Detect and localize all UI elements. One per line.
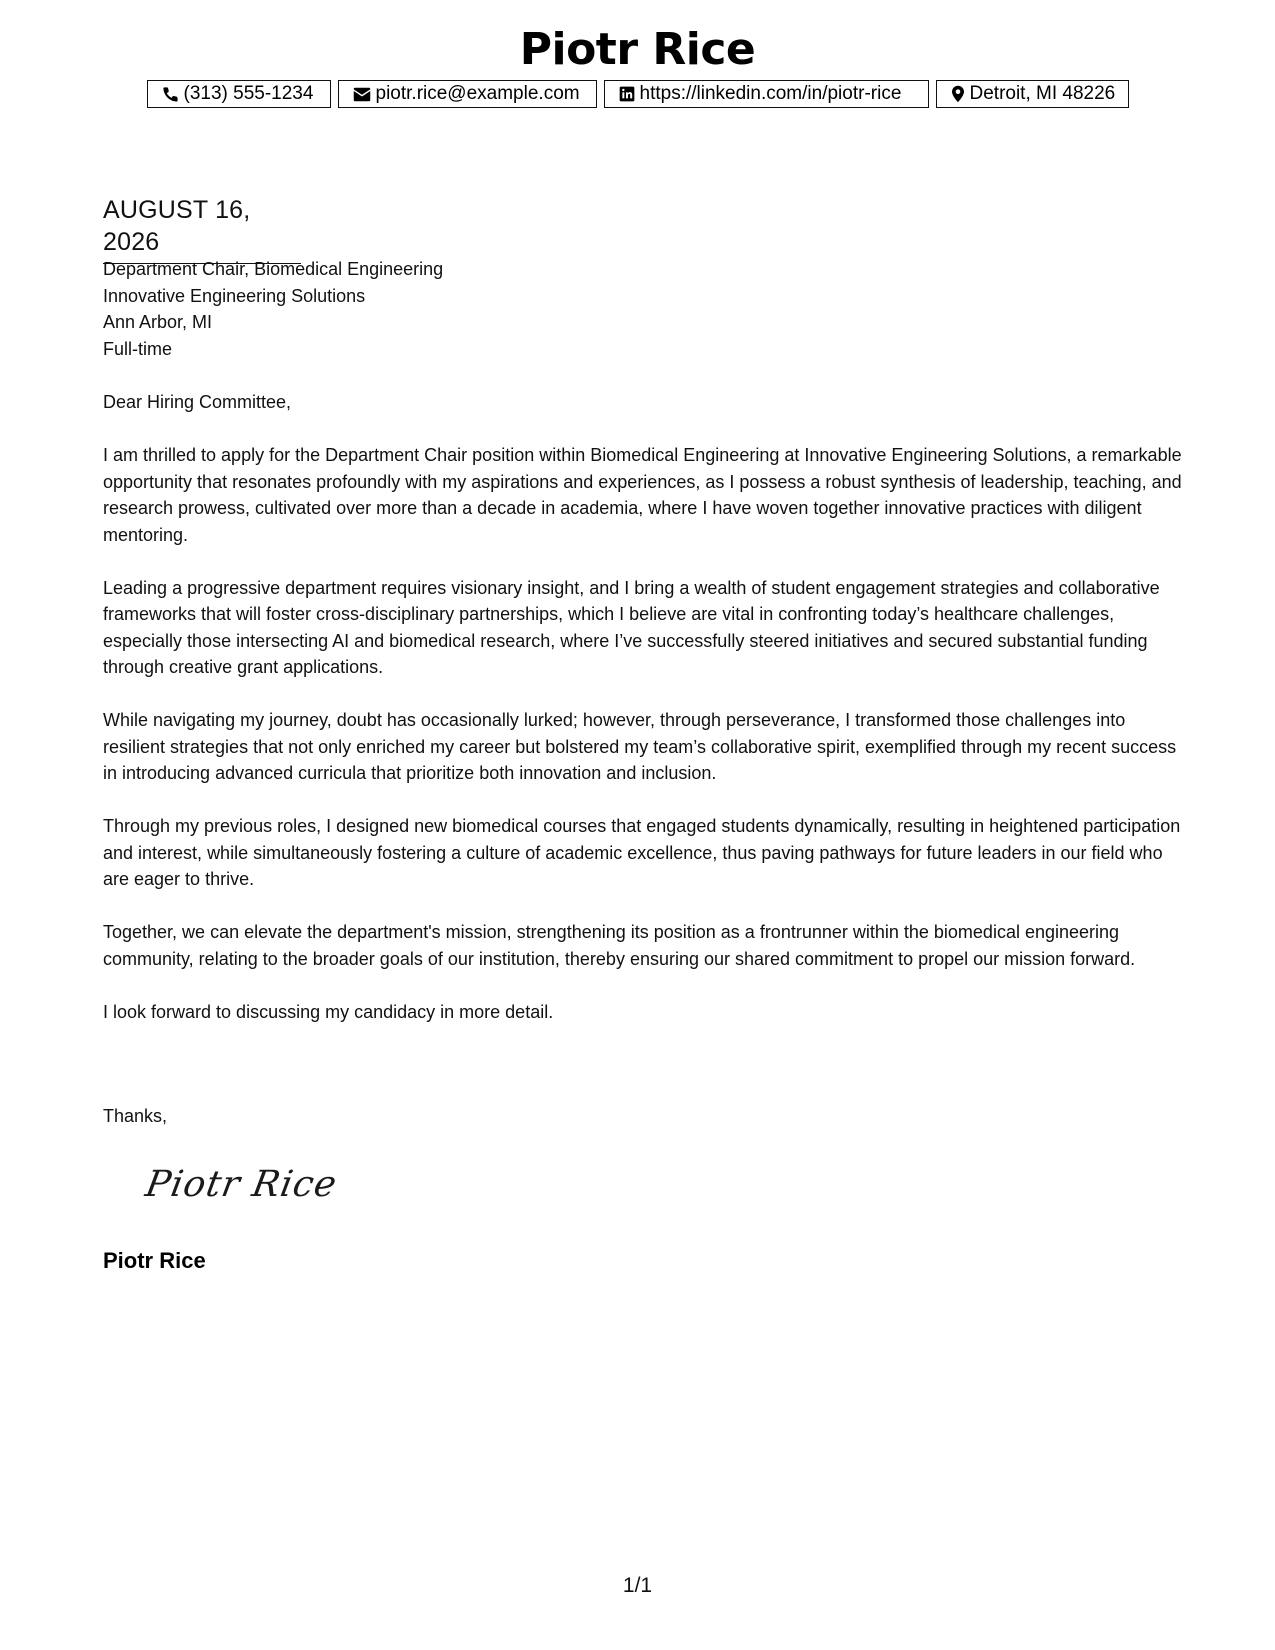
body-paragraph: Through my previous roles, I designed new biomedical courses that engaged students dynamically, resulting in heightened participation and interest, while simultaneously fostering a culture of academic excellence, thus paving pathways for future leaders in our field who are eager to thrive.: [103, 816, 1181, 889]
body-paragraph: I am thrilled to apply for the Department Chair position within Biomedical Engineering at Innovative Engineering Solutions, a remarkable opportunity that resonates profoundly with my aspirations and experiences, as I possess a robust synthesis of leadership, teaching, and research prowess, cultivated over more than a decade in academia, where I have woven together innovative practices with diligent mentoring.: [103, 445, 1182, 545]
body-paragraph: I look forward to discussing my candidacy in more detail.: [103, 1001, 554, 1022]
recipient-line: Full-time: [103, 338, 173, 359]
contact-email: [338, 80, 597, 108]
contact-phone: [147, 80, 331, 108]
phone-number: (313) 555-1234: [183, 83, 314, 104]
body-paragraph: Leading a progressive department requires visionary insight, and I bring a wealth of student engagement strategies and collaborative frameworks that will foster cross-disciplinary partnerships, which I believe are vital in confronting today’s healthcare challenges, especially those intersecting AI and biomedical research, where I’ve successfully steered initiatives and secured substantial funding through creative grant applications.: [103, 577, 1160, 677]
page-number: 1/1: [622, 1574, 653, 1597]
closing-text: Thanks,: [103, 1106, 168, 1126]
envelope-icon: [353, 87, 371, 102]
location-text: Detroit, MI 48226: [969, 83, 1116, 104]
contact-linkedin: [604, 80, 929, 108]
letter-date: AUGUST 16, 2026: [103, 194, 301, 264]
map-pin-icon: [951, 85, 965, 103]
recipient-line: Ann Arbor, MI: [103, 312, 213, 332]
recipient-block: [103, 256, 443, 362]
body-paragraph: Together, we can elevate the department's mission, strengthening its position as a frontrunner within the biomedical engineering community, relating to the broader goals of our institution, thereby ensuring our shared commitment to propel our mission forward.: [103, 922, 1136, 969]
recipient-line: Department Chair, Biomedical Engineering: [103, 259, 444, 279]
linkedin-icon: [619, 86, 635, 102]
body-paragraph: While navigating my journey, doubt has occasionally lurked; however, through perseverance, I transformed those challenges into resilient strategies that not only enriched my career but bolstered my team’s collaborative spirit, exemplified through my recent success in introducing advanced curricula that prioritize both innovation and inclusion.: [103, 710, 1177, 783]
phone-icon: [162, 86, 179, 103]
email-address: piotr.rice@example.com: [375, 83, 580, 104]
applicant-name-header: Piotr Rice: [519, 24, 756, 75]
recipient-line: Innovative Engineering Solutions: [103, 285, 366, 306]
salutation: Dear Hiring Committee,: [103, 392, 292, 412]
linkedin-url: https://linkedin.com/in/piotr-rice: [639, 83, 902, 104]
contact-info-row: [0, 80, 1275, 108]
letter-body: [103, 389, 1183, 1052]
handwritten-signature: Piotr Rice: [142, 1164, 341, 1205]
contact-location: [936, 80, 1129, 108]
signer-name: Piotr Rice: [103, 1248, 206, 1273]
